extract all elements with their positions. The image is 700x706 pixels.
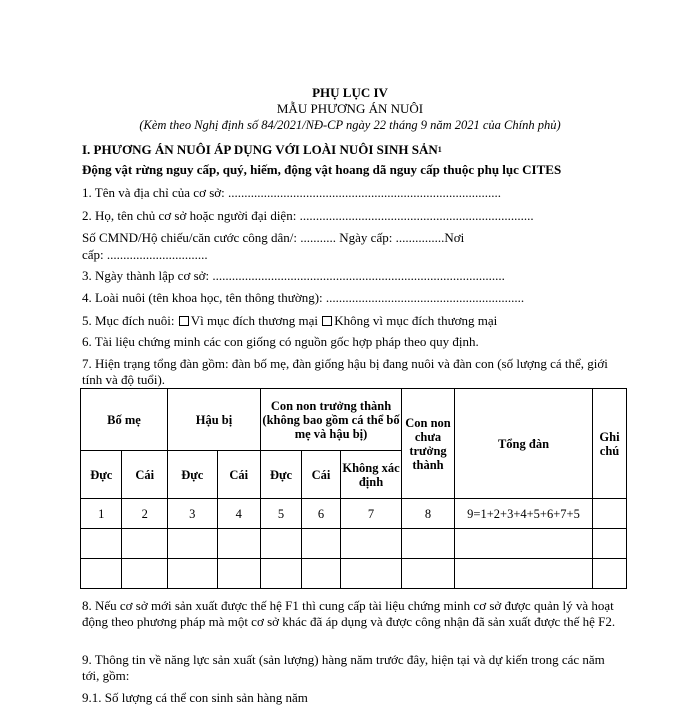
table-cell[interactable] [217, 529, 260, 559]
field-id-place: cấp: ............................... [82, 247, 208, 262]
table-cell[interactable] [168, 529, 218, 559]
header-immature: Con non trưởng thành (không bao gồm cá thể bố mẹ và hậu bị) [261, 389, 402, 451]
appendix-title: PHỤ LỤC IV [312, 85, 388, 100]
field-purpose [82, 313, 622, 329]
table-cell[interactable] [341, 529, 402, 559]
header-immature-male: Đực [261, 451, 302, 499]
table-cell[interactable] [402, 529, 455, 559]
table-cell[interactable] [593, 559, 627, 589]
herd-table [80, 388, 627, 589]
field-legal-origin: 6. Tài liệu chứng minh các con giống có nguồn gốc hợp pháp theo quy định. [82, 334, 479, 349]
table-cell[interactable] [122, 559, 168, 589]
table-cell[interactable] [81, 529, 122, 559]
field-f1-generation: 8. Nếu cơ sở mới sản xuất được thế hệ F1 thì cung cấp tài liệu chứng minh cơ sở được quản lý và hoạt động theo phương pháp mà một cơ sở khác đã áp dụng và được công nhận đã sản xuất được thế hệ F2. [82, 598, 616, 629]
table-cell[interactable] [81, 559, 122, 589]
checkbox-commercial[interactable] [179, 316, 189, 326]
form-title: MẪU PHƯƠNG ÁN NUÔI [276, 101, 424, 116]
header-parents-female: Cái [122, 451, 168, 499]
table-cell: 9=1+2+3+4+5+6+7+5 [455, 499, 593, 529]
section-heading-text: I. PHƯƠNG ÁN NUÔI ÁP DỤNG VỚI LOÀI NUÔI SINH SẢN [82, 142, 438, 157]
field-species: 4. Loài nuôi (tên khoa học, tên thông thường): ............................................................. [82, 290, 525, 305]
table-cell: 4 [217, 499, 260, 529]
purpose-option-commercial: Vì mục đích thương mại [190, 313, 318, 328]
footnote-marker: 1 [437, 145, 442, 154]
table-cell: 8 [402, 499, 455, 529]
table-cell[interactable] [593, 529, 627, 559]
section-heading [82, 142, 622, 158]
table-cell: 7 [341, 499, 402, 529]
table-cell: 2 [122, 499, 168, 529]
header-reserve: Hậu bị [168, 389, 261, 451]
table-cell[interactable] [455, 529, 593, 559]
header-total: Tổng đàn [455, 389, 593, 499]
decree-note: (Kèm theo Nghị định số 84/2021/NĐ-CP ngày 22 tháng 9 năm 2021 của Chính phủ) [139, 118, 561, 132]
table-cell[interactable] [261, 529, 302, 559]
checkbox-non-commercial[interactable] [322, 316, 332, 326]
header-immature-unknown: Không xác định [341, 451, 402, 499]
field-production-capacity: 9. Thông tin về năng lực sản xuất (sản lượng) hàng năm trước đây, hiện tại và dự kiến trong các năm tới, gồm: [82, 652, 605, 683]
field-owner-name: 2. Họ, tên chủ cơ sở hoặc người đại diện: ........................................................................ [82, 208, 534, 223]
header-reserve-male: Đực [168, 451, 218, 499]
header-parents-male: Đực [81, 451, 122, 499]
table-cell[interactable] [122, 529, 168, 559]
table-cell[interactable] [302, 529, 341, 559]
table-row [81, 529, 627, 559]
field-herd-status: 7. Hiện trạng tổng đàn gồm: đàn bố mẹ, đàn giống hậu bị đang nuôi và đàn con (số lượng cá thể, giới tính và độ tuổi). [82, 356, 608, 387]
header-reserve-female: Cái [217, 451, 260, 499]
table-cell: 1 [81, 499, 122, 529]
header-juvenile: Con non chưa trưởng thành [402, 389, 455, 499]
field-founding-date: 3. Ngày thành lập cơ sở: .......................................................................................... [82, 268, 505, 283]
table-cell [593, 499, 627, 529]
table-cell: 5 [261, 499, 302, 529]
table-cell[interactable] [302, 559, 341, 589]
table-row-index [81, 499, 627, 529]
table-cell[interactable] [455, 559, 593, 589]
field-id-number: Số CMND/Hộ chiếu/căn cước công dân/: ........... Ngày cấp: ...............Nơi [82, 230, 465, 245]
field-facility-name: 1. Tên và địa chỉ của cơ sở: .................................................................................... [82, 185, 501, 200]
table-cell[interactable] [261, 559, 302, 589]
table-cell: 3 [168, 499, 218, 529]
field-annual-offspring: 9.1. Số lượng cá thể con sinh sản hàng năm [82, 690, 308, 705]
header-parents: Bố mẹ [81, 389, 168, 451]
section-subheading: Động vật rừng nguy cấp, quý, hiếm, động vật hoang dã nguy cấp thuộc phụ lục CITES [82, 162, 562, 177]
purpose-label: 5. Mục đích nuôi: [82, 313, 175, 328]
table-cell[interactable] [341, 559, 402, 589]
table-row [81, 559, 627, 589]
header-immature-female: Cái [302, 451, 341, 499]
table-cell[interactable] [402, 559, 455, 589]
table-cell[interactable] [217, 559, 260, 589]
table-cell: 6 [302, 499, 341, 529]
table-cell[interactable] [168, 559, 218, 589]
header-note: Ghi chú [593, 389, 627, 499]
purpose-option-non-commercial: Không vì mục đích thương mại [334, 313, 498, 328]
